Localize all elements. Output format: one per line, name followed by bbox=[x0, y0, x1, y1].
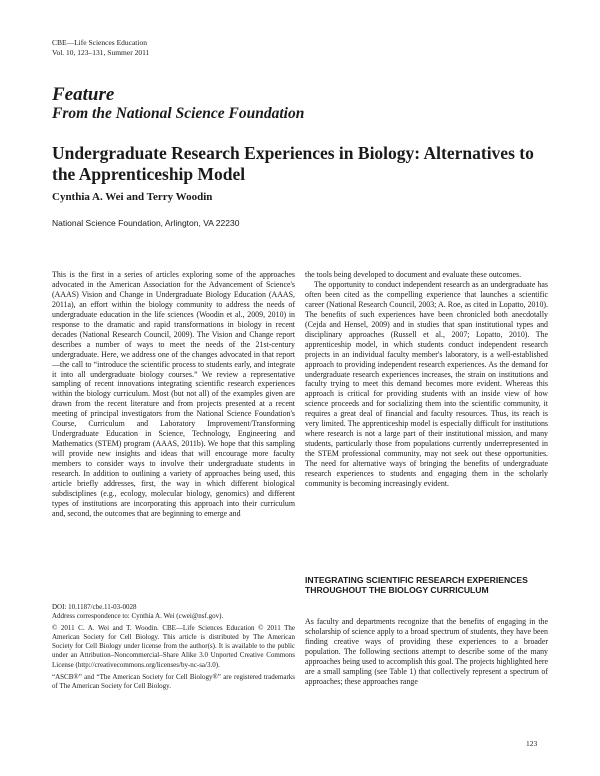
feature-subtitle: From the National Science Foundation bbox=[52, 105, 305, 122]
left-column bbox=[52, 270, 295, 519]
feature-label: Feature bbox=[52, 84, 115, 105]
section-heading: INTEGRATING SCIENTIFIC RESEARCH EXPERIENCES THROUGHOUT THE BIOLOGY CURRICULUM bbox=[305, 575, 528, 596]
journal-volume: Vol. 10, 123–131, Summer 2011 bbox=[52, 48, 150, 57]
section-body bbox=[305, 617, 548, 687]
journal-header bbox=[52, 38, 149, 58]
author-affiliation: National Science Foundation, Arlington, VA 22230 bbox=[52, 218, 240, 228]
journal-name: CBE—Life Sciences Education bbox=[52, 38, 147, 47]
copyright-notice: © 2011 C. A. Wei and T. Woodin. CBE—Life Sciences Education © 2011 The American Society for Cell Biology. This article is distributed by The American Society for Cell Biology under license from the author(s). It is available to the public under an Attribution–Noncommercial–Share Alike 3.0 Unported Creative Commons License (http://creativecommons.org/licenses/by-nc-sa/3.0). bbox=[52, 624, 295, 669]
correspondence-line: Address correspondence to: Cynthia A. Wei (cwei@nsf.gov). bbox=[52, 612, 224, 621]
right-column bbox=[305, 270, 548, 489]
article-title: Undergraduate Research Experiences in Biology: Alternatives to the Apprenticeship Model bbox=[52, 143, 534, 184]
intro-continuation: the tools being developed to document and evaluate these outcomes. bbox=[305, 270, 522, 279]
trademark-notice: “ASCB®” and “The American Society for Cell Biology®” are registered trademarks of The American Society for Cell Biology. bbox=[52, 672, 295, 690]
article-footnote bbox=[52, 603, 295, 691]
apprenticeship-paragraph: The opportunity to conduct independent research as an undergraduate has often been cited as the compelling experience that launches a scientific career (National Research Council, 2003; A. Roe, as cited in Lopatto, 2010). The benefits of such experiences have been chronicled both anecdotally (Cejda and Hensel, 2009) and in studies that span institutional types and disciplinary approaches (Russell et al., 2007; Lopatto, 2010). The apprenticeship model, in which students conduct independent research projects in an individual faculty member's laboratory, is a well-established approach to providing independent research experiences. As the demand for undergraduate research experiences increases, the strain on institutions and faculty trying to meet this demand becomes more evident. Whereas this approach is critical for providing students with an inside view of how science proceeds and for socializing them into the scientific community, it requires a great deal of financial and faculty resources. Thus, its reach is very limited. The apprenticeship model is especially difficult for institutions where research is not a large part of their institutional mission, and many students, particularly those from populations currently underrepresented in the STEM professional community, may not seek out these opportunities. The need for alternative ways of bringing the benefits of undergraduate research experiences to students and engaging them in the scholarly community is becoming increasingly evident. bbox=[305, 279, 548, 489]
section-paragraph: As faculty and departments recognize that the benefits of engaging in the scholarship of science apply to a broad spectrum of students, they have been finding creative ways of providing these experiences to a broader population. The following sections attempt to describe some of the many approaches being used to accomplish this goal. The projects highlighted here are a small sampling (see Table 1) that collectively represent a spectrum of approaches; these approaches range bbox=[305, 617, 548, 686]
doi-line: DOI: 10.1187/cbe.11-03-0028 bbox=[52, 603, 137, 611]
intro-paragraph: This is the first in a series of articles exploring some of the approaches advocated in the American Association for the Advancement of Science's (AAAS) Vision and Change in Undergraduate Biology Education (AAAS, 2011a), an effort within the biology community to address the needs of undergraduate education in the life sciences (Woodin et al., 2009, 2010) in response to the dramatic and rapid transformations in biology in recent decades (National Research Council, 2009). The Vision and Change report describes a number of ways to meet the needs of the 21st-century undergraduate. Here, we address one of the changes advocated in that report—the call to “introduce the scientific process to students early, and integrate it into all undergraduate biology courses.” We review a representative sampling of recent innovations integrating scientific research experiences within the biology curriculum. Most (but not all) of the examples given are drawn from the recent literature and from projects presented at a recent meeting of principal investigators from the National Science Foundation's Course, Curriculum and Laboratory Improvement/Transforming Undergraduate Education in Science, Technology, Engineering and Mathematics (STEM) program (AAAS, 2011b). We hope that this sampling will provide new insights and ideas that will encourage more faculty members to consider ways to involve their undergraduate students in research. In addition to outlining a variety of approaches being used, this article briefly addresses, first, the way in which different biological subdisciplines (e.g., ecology, molecular biology, genomics) and different types of institutions are incorporating this approach into their curriculum and, second, the outcomes that are beginning to emerge and bbox=[52, 270, 295, 518]
article-authors: Cynthia A. Wei and Terry Woodin bbox=[52, 191, 213, 203]
page-number: 123 bbox=[526, 739, 538, 748]
